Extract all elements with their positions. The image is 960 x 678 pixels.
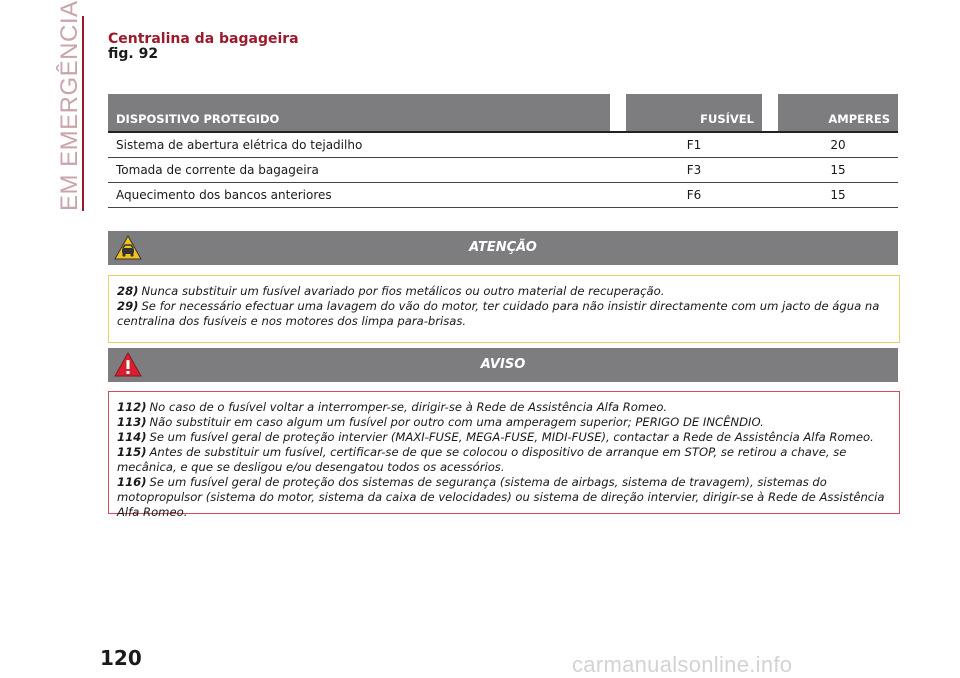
- alert-header: [108, 348, 898, 382]
- warning-item: 29) Se for necessário efectuar uma lavagem do vão do motor, ter cuidado para não insistir directamente com um jacto de água na centralina dos fusíveis e nos motores dos limpa para-brisas.: [117, 299, 880, 328]
- table-row: [108, 158, 898, 183]
- fuse-cell: F3: [626, 158, 762, 183]
- fuse-cell: F6: [626, 183, 762, 208]
- fuse-cell: F1: [626, 132, 762, 158]
- fuse-table: [108, 94, 898, 208]
- alert-item: 113) Não substituir em caso algum um fusível por outro com uma amperagem superior; PERIGO DE INCÊNDIO.: [117, 415, 764, 429]
- alert-item: 114) Se um fusível geral de proteção intervier (MAXI-FUSE, MEGA-FUSE, MIDI-FUSE), contactar a Rede de Assistência Alfa Romeo.: [117, 430, 874, 444]
- warning-header: [108, 231, 898, 265]
- warning-body: [108, 275, 900, 343]
- watermark: carmanualsonline.info: [572, 652, 793, 677]
- alert-body: [108, 391, 900, 519]
- warning-title: ATENÇÃO: [469, 240, 537, 255]
- device-cell: Sistema de abertura elétrica do tejadilho: [108, 132, 610, 158]
- car-skid-warning-icon: [114, 234, 142, 262]
- header-fuse: FUSÍVEL: [626, 94, 762, 132]
- page-number: 120: [100, 646, 142, 670]
- chapter-side-tab: [52, 0, 84, 211]
- alert-item: 112) No caso de o fusível voltar a interromper-se, dirigir-se à Rede de Assistência Alfa Romeo.: [117, 400, 668, 414]
- header-amperes: AMPERES: [778, 94, 898, 132]
- amperes-cell: 20: [778, 132, 898, 158]
- warning-item: 28) Nunca substituir um fusível avariado por fios metálicos ou outro material de recuperação.: [117, 284, 665, 298]
- amperes-cell: 15: [778, 183, 898, 208]
- table-header-row: [108, 94, 898, 132]
- chapter-label: EM EMERGÊNCIA: [56, 0, 83, 211]
- device-cell: Aquecimento dos bancos anteriores: [108, 183, 610, 208]
- table-row: [108, 183, 898, 208]
- device-cell: Tomada de corrente da bagageira: [108, 158, 610, 183]
- section-title: Centralina da bagageira: [108, 31, 299, 47]
- alert-item: 115) Antes de substituir um fusível, certificar-se de que se colocou o dispositivo de arranque em STOP, se retirou a chave, se mecânica, e que se desligou e/ou desengatou todos os acessórios.: [117, 445, 847, 474]
- amperes-cell: 15: [778, 158, 898, 183]
- table-row: [108, 132, 898, 158]
- header-protected-device: DISPOSITIVO PROTEGIDO: [108, 94, 610, 132]
- exclamation-triangle-icon: [114, 351, 142, 379]
- alert-title: AVISO: [480, 357, 526, 372]
- figure-reference: fig. 92: [108, 46, 159, 62]
- alert-item: 116) Se um fusível geral de proteção dos sistemas de segurança (sistema de airbags, sistema de travagem), sistemas do motopropulsor (sistema do motor, sistema da caixa de velocidades) ou sistema de direção intervier, dirigir-se à Rede de Assistência Alfa Romeo.: [117, 475, 885, 519]
